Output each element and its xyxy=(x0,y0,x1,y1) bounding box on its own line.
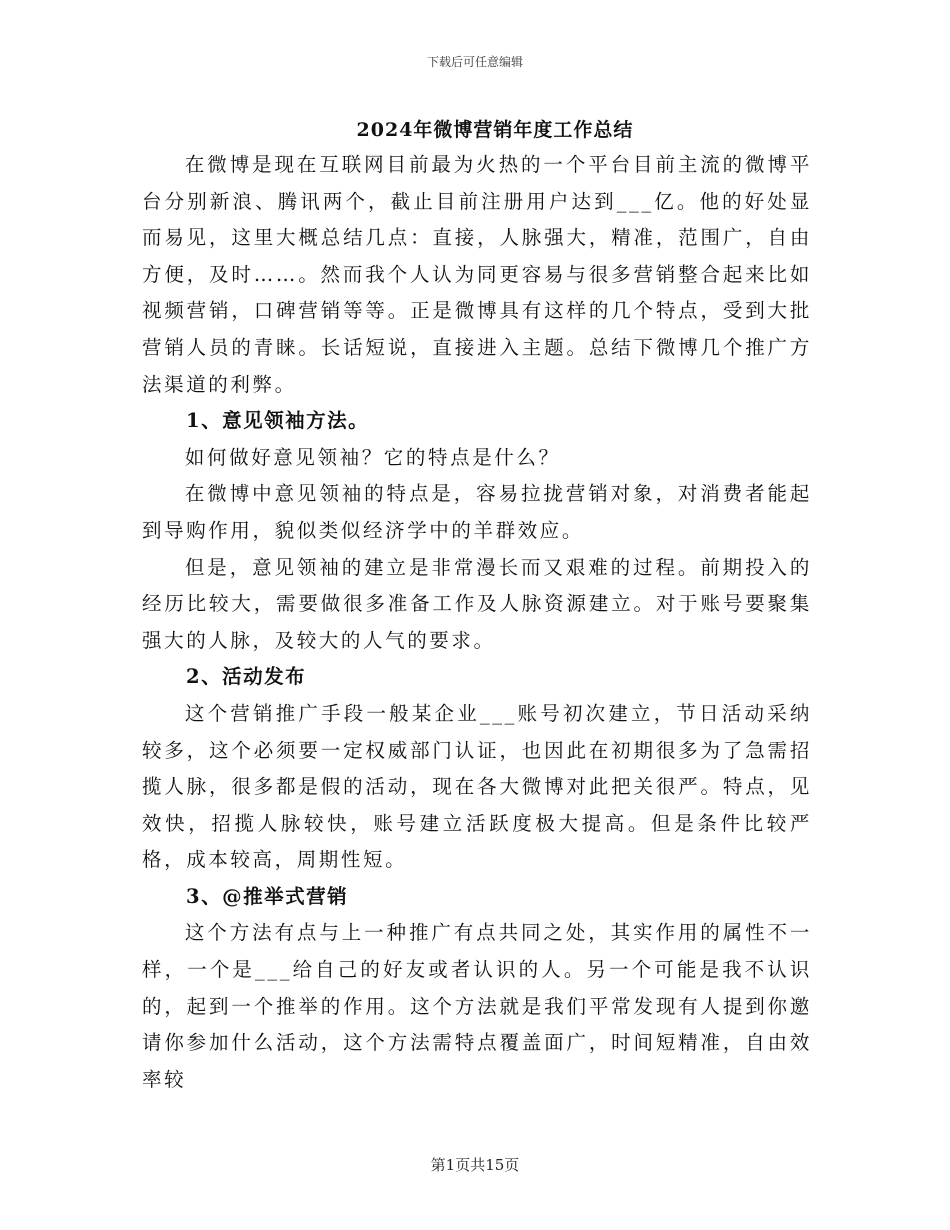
page-header-note: 下载后可任意编辑 xyxy=(426,55,523,69)
section-heading-1: 1、意见领袖方法。 xyxy=(186,409,370,433)
section-heading-2: 2、活动发布 xyxy=(186,665,307,689)
page-number-footer: 第1页共15页 xyxy=(430,1156,520,1174)
paragraph: 这个营销推广手段一般某企业___账号初次建立，节日活动采纳较多，这个必须要一定权威部门认证，也因此在初期很多为了急需招揽人脉，很多都是假的活动，现在各大微博对此把关很严。特点，见效快，招揽人脉较快，账号建立活跃度极大提高。但是条件比较严格，成本较高，周期性短。 xyxy=(142,701,812,872)
paragraph-intro: 在微博是现在互联网目前最为火热的一个平台目前主流的微博平台分别新浪、腾讯两个，截止目前注册用户达到___亿。他的好处显而易见，这里大概总结几点：直接，人脉强大，精准，范围广，自由方便，及时……。然而我个人认为同更容易与很多营销整合起来比如视频营销，口碑营销等等。正是微博具有这样的几个特点，受到大批营销人员的青睐。长话短说，直接进入主题。总结下微博几个推广方法渠道的利弊。 xyxy=(142,153,812,396)
paragraph: 这个方法有点与上一种推广有点共同之处，其实作用的属性不一样，一个是___给自己的好友或者认识的人。另一个可能是我不认识的，起到一个推举的作用。这个方法就是我们平常发现有人提到你邀请你参加什么活动，这个方法需特点覆盖面广，时间短精准，自由效率较 xyxy=(142,921,812,1091)
section-heading-3: 3、@推举式营销 xyxy=(186,884,349,908)
paragraph: 如何做好意见领袖？它的特点是什么？ xyxy=(184,445,561,469)
document-title: 2024年微博营销年度工作总结 xyxy=(356,119,634,141)
paragraph: 在微博中意见领袖的特点是，容易拉拢营销对象，对消费者能起到导购作用，貌似类似经济学中的羊群效应。 xyxy=(142,482,812,542)
paragraph: 但是，意见领袖的建立是非常漫长而又艰难的过程。前期投入的经历比较大，需要做很多准备工作及人脉资源建立。对于账号要聚集强大的人脉，及较大的人气的要求。 xyxy=(142,555,812,652)
document-body xyxy=(142,147,812,1098)
